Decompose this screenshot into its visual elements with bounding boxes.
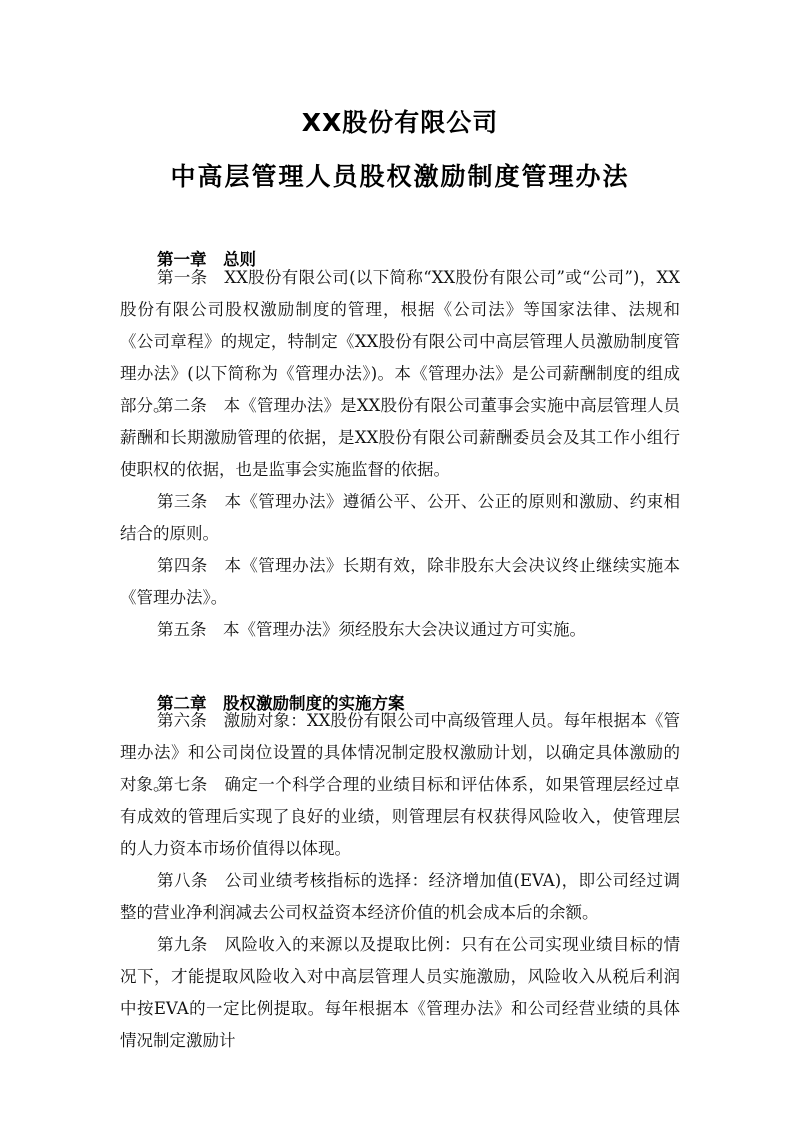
chapter-1-heading: 第一章 总则 bbox=[157, 250, 256, 269]
article-8: 第八条 公司业绩考核指标的选择：经济增加值(EVA)，即公司经过调整的营业净利润减去公司权益资本经济价值的机会成本后的余额。 bbox=[120, 871, 680, 922]
article-4: 第四条 本《管理办法》长期有效，除非股东大会决议终止继续实施本《管理办法》。 bbox=[120, 556, 680, 607]
article-5: 第五条 本《管理办法》须经股东大会决议通过方可实施。 bbox=[157, 620, 586, 639]
article-9: 第九条 风险收入的来源以及提取比例：只有在公司实现业绩目标的情况下，才能提取风险收入对中高层管理人员实施激励，风险收入从税后利润中按EVA的一定比例提取。每年根据本《管理办法》和公司经营业绩的具体情况制定激励计 bbox=[120, 935, 680, 1050]
article-1: 第一条 XX股份有限公司(以下简称“XX股份有限公司”或“公司”)，XX股份有限公司股权激励制度的管理，根据《公司法》等国家法律、法规和《公司章程》的规定，特制定《XX股份有限公司中高层管理人员激励制度管理办法》(以下简称为《管理办法》)。本《管理办法》是公司薪酬制度的组成部分。 bbox=[120, 268, 680, 415]
article-3: 第三条 本《管理办法》遵循公平、公开、公正的原则和激励、约束相结合的原则。 bbox=[120, 492, 680, 543]
document-title: 中高层管理人员股权激励制度管理办法 bbox=[170, 162, 630, 191]
article-2: 第二条 本《管理办法》是XX股份有限公司董事会实施中高层管理人员薪酬和长期激励管理的依据，是XX股份有限公司薪酬委员会及其工作小组行使职权的依据，也是监事会实施监督的依据。 bbox=[120, 396, 680, 479]
chapter-2-heading: 第二章 股权激励制度的实施方案 bbox=[157, 694, 405, 713]
article-7: 第七条 确定一个科学合理的业绩目标和评估体系，如果管理层经过卓有成效的管理后实现了良好的业绩，则管理层有权获得风险收入，使管理层的人力资本市场价值得以体现。 bbox=[120, 775, 680, 858]
company-title: XX股份有限公司 bbox=[301, 108, 499, 137]
article-6: 第六条 激励对象：XX股份有限公司中高级管理人员。每年根据本《管理办法》和公司岗位设置的具体情况制定股权激励计划，以确定具体激励的对象。 bbox=[120, 711, 680, 794]
